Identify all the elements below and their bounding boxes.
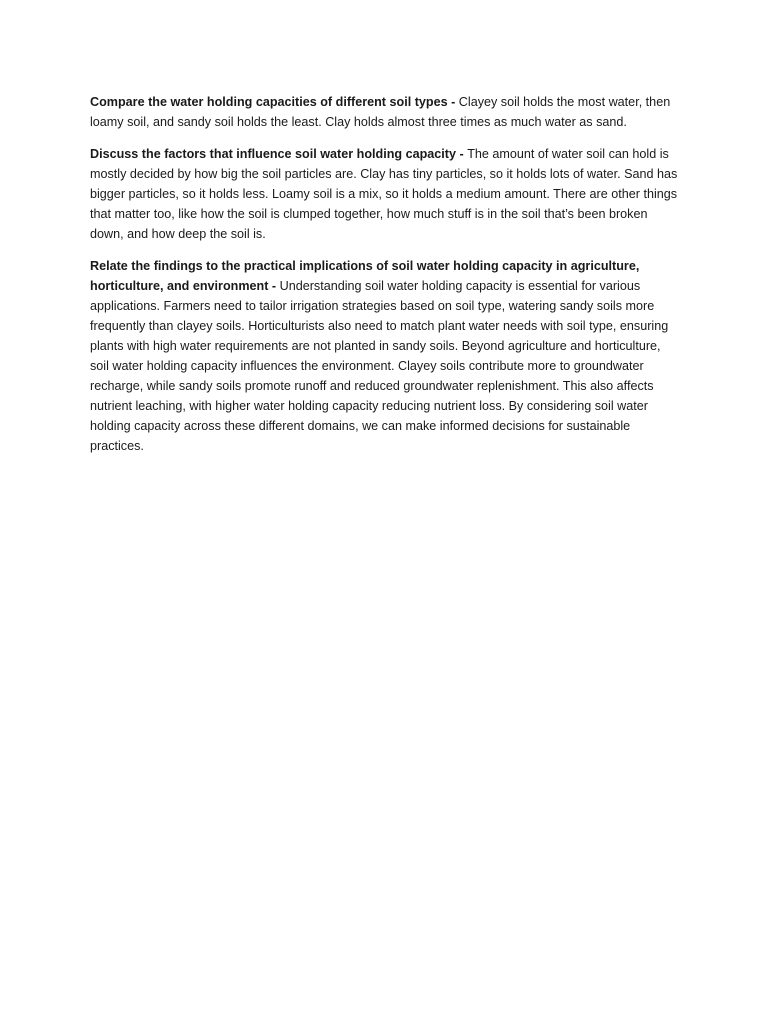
paragraph-practical-implications	[90, 256, 680, 456]
paragraph-influencing-factors	[90, 144, 680, 244]
document-body	[90, 92, 680, 468]
paragraph-text: The amount of water soil can hold is mostly decided by how big the soil particles are. Clay has tiny particles, so it holds lots of water. Sand has bigger particles, so it holds less. Loamy soil is a mix, so it holds a medium amount. There are other things that matter too, like how the soil is clumped together, how much stuff is in the soil that’s been broken down, and how deep the soil is.	[90, 147, 678, 241]
paragraph-text: Clayey soil holds the most water, then loamy soil, and sandy soil holds the least. Clay holds almost three times as much water as sand.	[90, 95, 671, 129]
paragraph-compare-capacities	[90, 92, 680, 132]
paragraph-text: Understanding soil water holding capacity is essential for various applications. Farmers need to tailor irrigation strategies based on soil type, watering sandy soils more frequently than clayey soils. Horticulturists also need to match plant water needs with soil type, ensuring plants with high water requirements are not planted in sandy soils. Beyond agriculture and horticulture, soil water holding capacity influences the environment. Clayey soils contribute more to groundwater recharge, while sandy soils promote runoff and reduced groundwater replenishment. This also affects nutrient leaching, with higher water holding capacity reducing nutrient loss. By considering soil water holding capacity across these different domains, we can make informed decisions for sustainable practices.	[90, 279, 669, 453]
paragraph-heading: Relate the findings to the practical implications of soil water holding capacity in agriculture, horticulture, and environment -	[90, 259, 640, 293]
paragraph-heading: Discuss the factors that influence soil water holding capacity -	[90, 147, 468, 161]
paragraph-heading: Compare the water holding capacities of different soil types -	[90, 95, 459, 109]
